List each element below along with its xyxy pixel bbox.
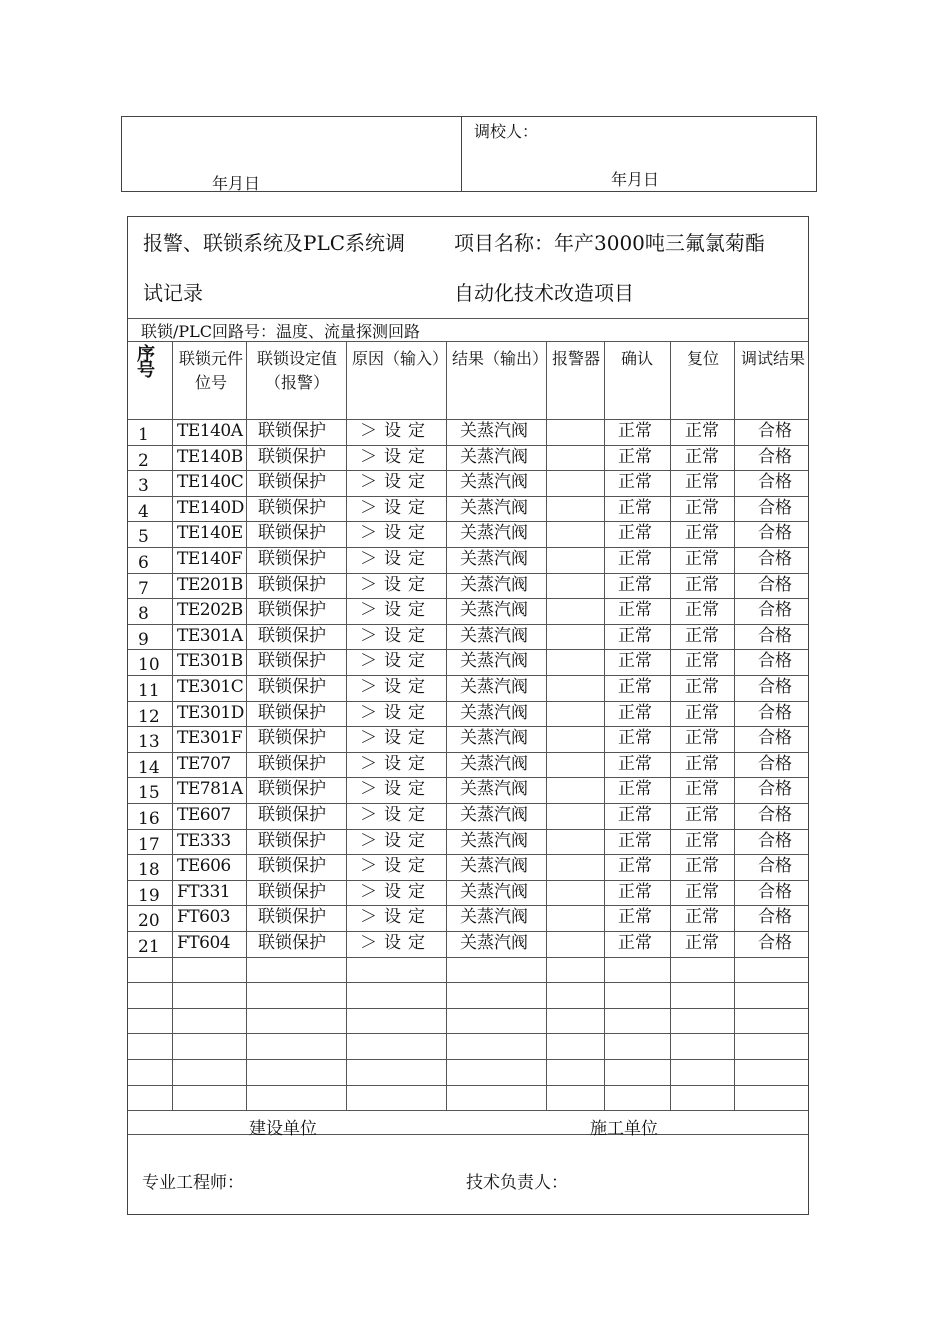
cell-cause: ＞设定 bbox=[360, 728, 432, 749]
cell-result: 关蒸汽阀 bbox=[460, 702, 528, 723]
row-line bbox=[128, 649, 808, 650]
cell-result: 关蒸汽阀 bbox=[460, 805, 528, 825]
cell-seq: 20 bbox=[138, 911, 160, 932]
cell-cause: ＞设定 bbox=[360, 805, 432, 825]
cell-confirm: 正常 bbox=[618, 728, 652, 749]
table-row bbox=[128, 521, 808, 546]
loop-divider bbox=[128, 341, 808, 342]
cell-test-result: 合格 bbox=[758, 472, 792, 493]
cell-confirm: 正常 bbox=[618, 472, 652, 493]
test-record-table bbox=[127, 216, 809, 1215]
cell-result: 关蒸汽阀 bbox=[460, 753, 528, 774]
cell-reset: 正常 bbox=[685, 805, 719, 825]
table-row bbox=[128, 573, 808, 598]
table-row bbox=[128, 598, 808, 623]
cell-setting: 联锁保护 bbox=[258, 702, 326, 723]
cell-tag: FT604 bbox=[177, 933, 231, 953]
cell-setting: 联锁保护 bbox=[258, 881, 326, 902]
cell-cause: ＞设定 bbox=[360, 830, 432, 851]
cell-seq: 4 bbox=[138, 501, 149, 522]
cell-result: 关蒸汽阀 bbox=[460, 523, 528, 544]
cell-tag: FT331 bbox=[177, 881, 231, 902]
row-line bbox=[128, 1110, 808, 1111]
cell-reset: 正常 bbox=[685, 549, 719, 569]
cell-setting: 联锁保护 bbox=[258, 728, 326, 749]
cell-setting: 联锁保护 bbox=[258, 625, 326, 646]
cell-confirm: 正常 bbox=[618, 497, 652, 518]
cell-setting: 联锁保护 bbox=[258, 830, 326, 851]
table-row bbox=[128, 547, 808, 572]
column-line bbox=[172, 341, 173, 1110]
cell-confirm: 正常 bbox=[618, 702, 652, 723]
table-row bbox=[128, 931, 808, 956]
cell-tag: TE202B bbox=[177, 600, 243, 621]
cell-result: 关蒸汽阀 bbox=[460, 497, 528, 518]
cell-result: 关蒸汽阀 bbox=[460, 677, 528, 697]
cell-reset: 正常 bbox=[685, 446, 719, 467]
tech-lead-label: 技术负责人： bbox=[466, 1173, 568, 1193]
column-line bbox=[346, 341, 347, 1110]
header-confirm: 确认 bbox=[620, 349, 653, 368]
cell-test-result: 合格 bbox=[758, 881, 792, 902]
header-alarm: 报警器 bbox=[552, 349, 601, 368]
row-line bbox=[128, 624, 808, 625]
row-line bbox=[128, 1033, 808, 1034]
row-line bbox=[128, 547, 808, 548]
cell-seq: 3 bbox=[138, 476, 149, 497]
cell-reset: 正常 bbox=[685, 574, 719, 595]
cell-setting: 联锁保护 bbox=[258, 677, 326, 697]
column-line bbox=[446, 341, 447, 1110]
cell-tag: TE201B bbox=[177, 574, 243, 595]
cell-setting: 联锁保护 bbox=[258, 421, 326, 441]
row-line bbox=[128, 598, 808, 599]
cell-confirm: 正常 bbox=[618, 446, 652, 467]
cell-test-result: 合格 bbox=[758, 702, 792, 723]
header-result: 结果（输出） bbox=[452, 349, 549, 368]
cell-result: 关蒸汽阀 bbox=[460, 549, 528, 569]
cell-tag: TE606 bbox=[177, 856, 231, 877]
row-line bbox=[128, 726, 808, 727]
table-row bbox=[128, 880, 808, 905]
cell-reset: 正常 bbox=[685, 907, 719, 928]
cell-seq: 19 bbox=[138, 885, 160, 906]
cell-tag: TE781A bbox=[177, 779, 243, 800]
cell-tag: FT603 bbox=[177, 907, 231, 928]
cell-confirm: 正常 bbox=[618, 625, 652, 646]
cell-reset: 正常 bbox=[685, 600, 719, 621]
cell-reset: 正常 bbox=[685, 472, 719, 493]
cell-confirm: 正常 bbox=[618, 753, 652, 774]
cell-cause: ＞设定 bbox=[360, 677, 432, 697]
cell-cause: ＞设定 bbox=[360, 856, 432, 877]
table-row bbox=[128, 419, 808, 444]
cell-setting: 联锁保护 bbox=[258, 805, 326, 825]
cell-setting: 联锁保护 bbox=[258, 856, 326, 877]
cell-setting: 联锁保护 bbox=[258, 497, 326, 518]
cell-setting: 联锁保护 bbox=[258, 600, 326, 621]
engineer-label: 专业工程师： bbox=[142, 1173, 244, 1193]
cell-result: 关蒸汽阀 bbox=[460, 472, 528, 493]
cell-confirm: 正常 bbox=[618, 830, 652, 851]
cell-test-result: 合格 bbox=[758, 933, 792, 953]
cell-cause: ＞设定 bbox=[360, 574, 432, 595]
cell-test-result: 合格 bbox=[758, 600, 792, 621]
cell-confirm: 正常 bbox=[618, 933, 652, 953]
cell-cause: ＞设定 bbox=[360, 702, 432, 723]
row-line bbox=[128, 880, 808, 881]
cell-setting: 联锁保护 bbox=[258, 933, 326, 953]
column-line bbox=[670, 341, 671, 1110]
cell-reset: 正常 bbox=[685, 933, 719, 953]
cell-confirm: 正常 bbox=[618, 881, 652, 902]
cell-cause: ＞设定 bbox=[360, 625, 432, 646]
cell-cause: ＞设定 bbox=[360, 446, 432, 467]
cell-reset: 正常 bbox=[685, 651, 719, 672]
row-line bbox=[128, 982, 808, 983]
cell-seq: 10 bbox=[138, 655, 160, 676]
row-line bbox=[128, 905, 808, 906]
cell-test-result: 合格 bbox=[758, 677, 792, 697]
cell-confirm: 正常 bbox=[618, 651, 652, 672]
cell-cause: ＞设定 bbox=[360, 753, 432, 774]
header-tag: 联锁元件位号 bbox=[178, 349, 243, 392]
cell-tag: TE140C bbox=[177, 472, 244, 493]
cell-reset: 正常 bbox=[685, 779, 719, 800]
cell-result: 关蒸汽阀 bbox=[460, 830, 528, 851]
cell-test-result: 合格 bbox=[758, 497, 792, 518]
table-row bbox=[128, 726, 808, 751]
cell-setting: 联锁保护 bbox=[258, 472, 326, 493]
date-right: 年月日 bbox=[611, 170, 660, 189]
cell-seq: 2 bbox=[138, 450, 149, 471]
table-row bbox=[128, 777, 808, 802]
header-seq: 序号 bbox=[137, 344, 155, 381]
row-line bbox=[128, 1008, 808, 1009]
cell-test-result: 合格 bbox=[758, 421, 792, 441]
row-line bbox=[128, 829, 808, 830]
record-title-line2: 试记录 bbox=[143, 281, 203, 305]
cell-cause: ＞设定 bbox=[360, 907, 432, 928]
cell-result: 关蒸汽阀 bbox=[460, 625, 528, 646]
cell-tag: TE301C bbox=[177, 677, 244, 697]
cell-test-result: 合格 bbox=[758, 779, 792, 800]
construction-unit-label: 施工单位 bbox=[590, 1119, 658, 1139]
row-line bbox=[128, 521, 808, 522]
table-row bbox=[128, 701, 808, 726]
cell-result: 关蒸汽阀 bbox=[460, 574, 528, 595]
table-row bbox=[128, 470, 808, 495]
cell-result: 关蒸汽阀 bbox=[460, 907, 528, 928]
cell-reset: 正常 bbox=[685, 881, 719, 902]
cell-confirm: 正常 bbox=[618, 600, 652, 621]
row-line bbox=[128, 701, 808, 702]
cell-confirm: 正常 bbox=[618, 805, 652, 825]
cell-seq: 6 bbox=[138, 553, 149, 573]
cell-confirm: 正常 bbox=[618, 907, 652, 928]
loop-number-label: 联锁/PLC回路号：温度、流量探测回路 bbox=[141, 322, 421, 341]
cell-test-result: 合格 bbox=[758, 753, 792, 774]
cell-result: 关蒸汽阀 bbox=[460, 446, 528, 467]
cell-reset: 正常 bbox=[685, 523, 719, 544]
table-row bbox=[128, 752, 808, 777]
cell-confirm: 正常 bbox=[618, 421, 652, 441]
row-line bbox=[128, 957, 808, 958]
cell-tag: TE140A bbox=[177, 421, 243, 441]
cell-result: 关蒸汽阀 bbox=[460, 933, 528, 953]
header-reset: 复位 bbox=[686, 349, 719, 368]
row-line bbox=[128, 777, 808, 778]
units-divider bbox=[128, 1134, 808, 1135]
cell-reset: 正常 bbox=[685, 830, 719, 851]
column-line bbox=[734, 341, 735, 1110]
empty-table-row bbox=[128, 1059, 808, 1084]
cell-seq: 15 bbox=[138, 783, 160, 804]
row-line bbox=[128, 496, 808, 497]
cell-result: 关蒸汽阀 bbox=[460, 856, 528, 877]
row-line bbox=[128, 470, 808, 471]
row-line bbox=[128, 752, 808, 753]
cell-reset: 正常 bbox=[685, 753, 719, 774]
cell-setting: 联锁保护 bbox=[258, 651, 326, 672]
cell-confirm: 正常 bbox=[618, 574, 652, 595]
empty-table-row bbox=[128, 982, 808, 1007]
build-unit-label: 建设单位 bbox=[249, 1119, 317, 1139]
cell-tag: TE140E bbox=[177, 523, 243, 544]
cell-seq: 18 bbox=[138, 860, 160, 881]
cell-seq: 8 bbox=[138, 604, 149, 625]
row-line bbox=[128, 1085, 808, 1086]
table-row bbox=[128, 445, 808, 470]
cell-seq: 11 bbox=[138, 681, 160, 701]
cell-confirm: 正常 bbox=[618, 677, 652, 697]
project-name-line1: 项目名称：年产3000吨三氟氯菊酯 bbox=[454, 231, 765, 255]
cell-result: 关蒸汽阀 bbox=[460, 728, 528, 749]
cell-confirm: 正常 bbox=[618, 856, 652, 877]
cell-test-result: 合格 bbox=[758, 907, 792, 928]
cell-test-result: 合格 bbox=[758, 574, 792, 595]
cell-result: 关蒸汽阀 bbox=[460, 651, 528, 672]
cell-seq: 7 bbox=[138, 578, 149, 599]
cell-test-result: 合格 bbox=[758, 446, 792, 467]
table-row bbox=[128, 803, 808, 828]
cell-tag: TE140B bbox=[177, 446, 243, 467]
cell-seq: 16 bbox=[138, 809, 160, 829]
cell-test-result: 合格 bbox=[758, 856, 792, 877]
cell-seq: 21 bbox=[138, 937, 160, 957]
empty-table-row bbox=[128, 957, 808, 982]
cell-test-result: 合格 bbox=[758, 625, 792, 646]
cell-cause: ＞设定 bbox=[360, 600, 432, 621]
cell-test-result: 合格 bbox=[758, 830, 792, 851]
table-row bbox=[128, 675, 808, 700]
cell-reset: 正常 bbox=[685, 856, 719, 877]
cell-setting: 联锁保护 bbox=[258, 779, 326, 800]
cell-seq: 12 bbox=[138, 706, 160, 727]
cell-reset: 正常 bbox=[685, 728, 719, 749]
column-line bbox=[604, 341, 605, 1110]
table-row bbox=[128, 624, 808, 649]
cell-reset: 正常 bbox=[685, 625, 719, 646]
cell-confirm: 正常 bbox=[618, 549, 652, 569]
cell-cause: ＞设定 bbox=[360, 779, 432, 800]
cell-result: 关蒸汽阀 bbox=[460, 421, 528, 441]
cell-cause: ＞设定 bbox=[360, 472, 432, 493]
cell-seq: 17 bbox=[138, 834, 160, 855]
header-test-result: 调试结果 bbox=[740, 349, 805, 368]
empty-table-row bbox=[128, 1033, 808, 1058]
empty-table-row bbox=[128, 1008, 808, 1033]
row-line bbox=[128, 445, 808, 446]
cell-result: 关蒸汽阀 bbox=[460, 779, 528, 800]
cell-reset: 正常 bbox=[685, 421, 719, 441]
table-row bbox=[128, 496, 808, 521]
cell-seq: 5 bbox=[138, 527, 149, 548]
header-setting: 联锁设定值（报警） bbox=[256, 349, 337, 392]
cell-cause: ＞设定 bbox=[360, 497, 432, 518]
row-line bbox=[128, 803, 808, 804]
cell-tag: TE140F bbox=[177, 549, 242, 569]
table-row bbox=[128, 905, 808, 930]
row-line bbox=[128, 1059, 808, 1060]
record-title-line1: 报警、联锁系统及PLC系统调 bbox=[143, 231, 406, 255]
cell-confirm: 正常 bbox=[618, 523, 652, 544]
cell-tag: TE140D bbox=[177, 497, 244, 518]
row-line bbox=[128, 573, 808, 574]
table-row bbox=[128, 854, 808, 879]
cell-tag: TE301F bbox=[177, 728, 242, 749]
cell-setting: 联锁保护 bbox=[258, 753, 326, 774]
cell-test-result: 合格 bbox=[758, 805, 792, 825]
cell-result: 关蒸汽阀 bbox=[460, 881, 528, 902]
date-left: 年月日 bbox=[212, 174, 261, 193]
project-name-line2: 自动化技术改造项目 bbox=[454, 281, 634, 305]
cell-tag: TE707 bbox=[177, 753, 231, 774]
cell-tag: TE301B bbox=[177, 651, 243, 672]
cell-cause: ＞设定 bbox=[360, 421, 432, 441]
signature-box-divider bbox=[461, 117, 462, 191]
cell-reset: 正常 bbox=[685, 677, 719, 697]
header-cause: 原因（输入） bbox=[352, 349, 449, 368]
cell-setting: 联锁保护 bbox=[258, 549, 326, 569]
cell-setting: 联锁保护 bbox=[258, 523, 326, 544]
cell-setting: 联锁保护 bbox=[258, 446, 326, 467]
row-line bbox=[128, 675, 808, 676]
cell-reset: 正常 bbox=[685, 497, 719, 518]
cell-tag: TE333 bbox=[177, 830, 231, 851]
cell-cause: ＞设定 bbox=[360, 651, 432, 672]
row-line bbox=[128, 419, 808, 420]
cell-reset: 正常 bbox=[685, 702, 719, 723]
cell-seq: 13 bbox=[138, 732, 160, 753]
column-line bbox=[546, 341, 547, 1110]
cell-confirm: 正常 bbox=[618, 779, 652, 800]
row-line bbox=[128, 931, 808, 932]
cell-tag: TE301D bbox=[177, 702, 244, 723]
empty-table-row bbox=[128, 1085, 808, 1110]
cell-test-result: 合格 bbox=[758, 651, 792, 672]
cell-test-result: 合格 bbox=[758, 728, 792, 749]
column-line bbox=[246, 341, 247, 1110]
table-row bbox=[128, 829, 808, 854]
cell-test-result: 合格 bbox=[758, 523, 792, 544]
cell-test-result: 合格 bbox=[758, 549, 792, 569]
cell-cause: ＞设定 bbox=[360, 523, 432, 544]
cell-result: 关蒸汽阀 bbox=[460, 600, 528, 621]
cell-tag: TE301A bbox=[177, 625, 243, 646]
cell-seq: 14 bbox=[138, 757, 160, 778]
cell-tag: TE607 bbox=[177, 805, 231, 825]
cell-cause: ＞设定 bbox=[360, 881, 432, 902]
table-row bbox=[128, 649, 808, 674]
cell-seq: 9 bbox=[138, 629, 149, 650]
signature-box-top bbox=[121, 116, 817, 192]
cell-setting: 联锁保护 bbox=[258, 574, 326, 595]
cell-setting: 联锁保护 bbox=[258, 907, 326, 928]
cell-cause: ＞设定 bbox=[360, 933, 432, 953]
reviewer-label: 调校人： bbox=[474, 122, 539, 141]
row-line bbox=[128, 854, 808, 855]
cell-seq: 1 bbox=[138, 425, 149, 445]
cell-cause: ＞设定 bbox=[360, 549, 432, 569]
